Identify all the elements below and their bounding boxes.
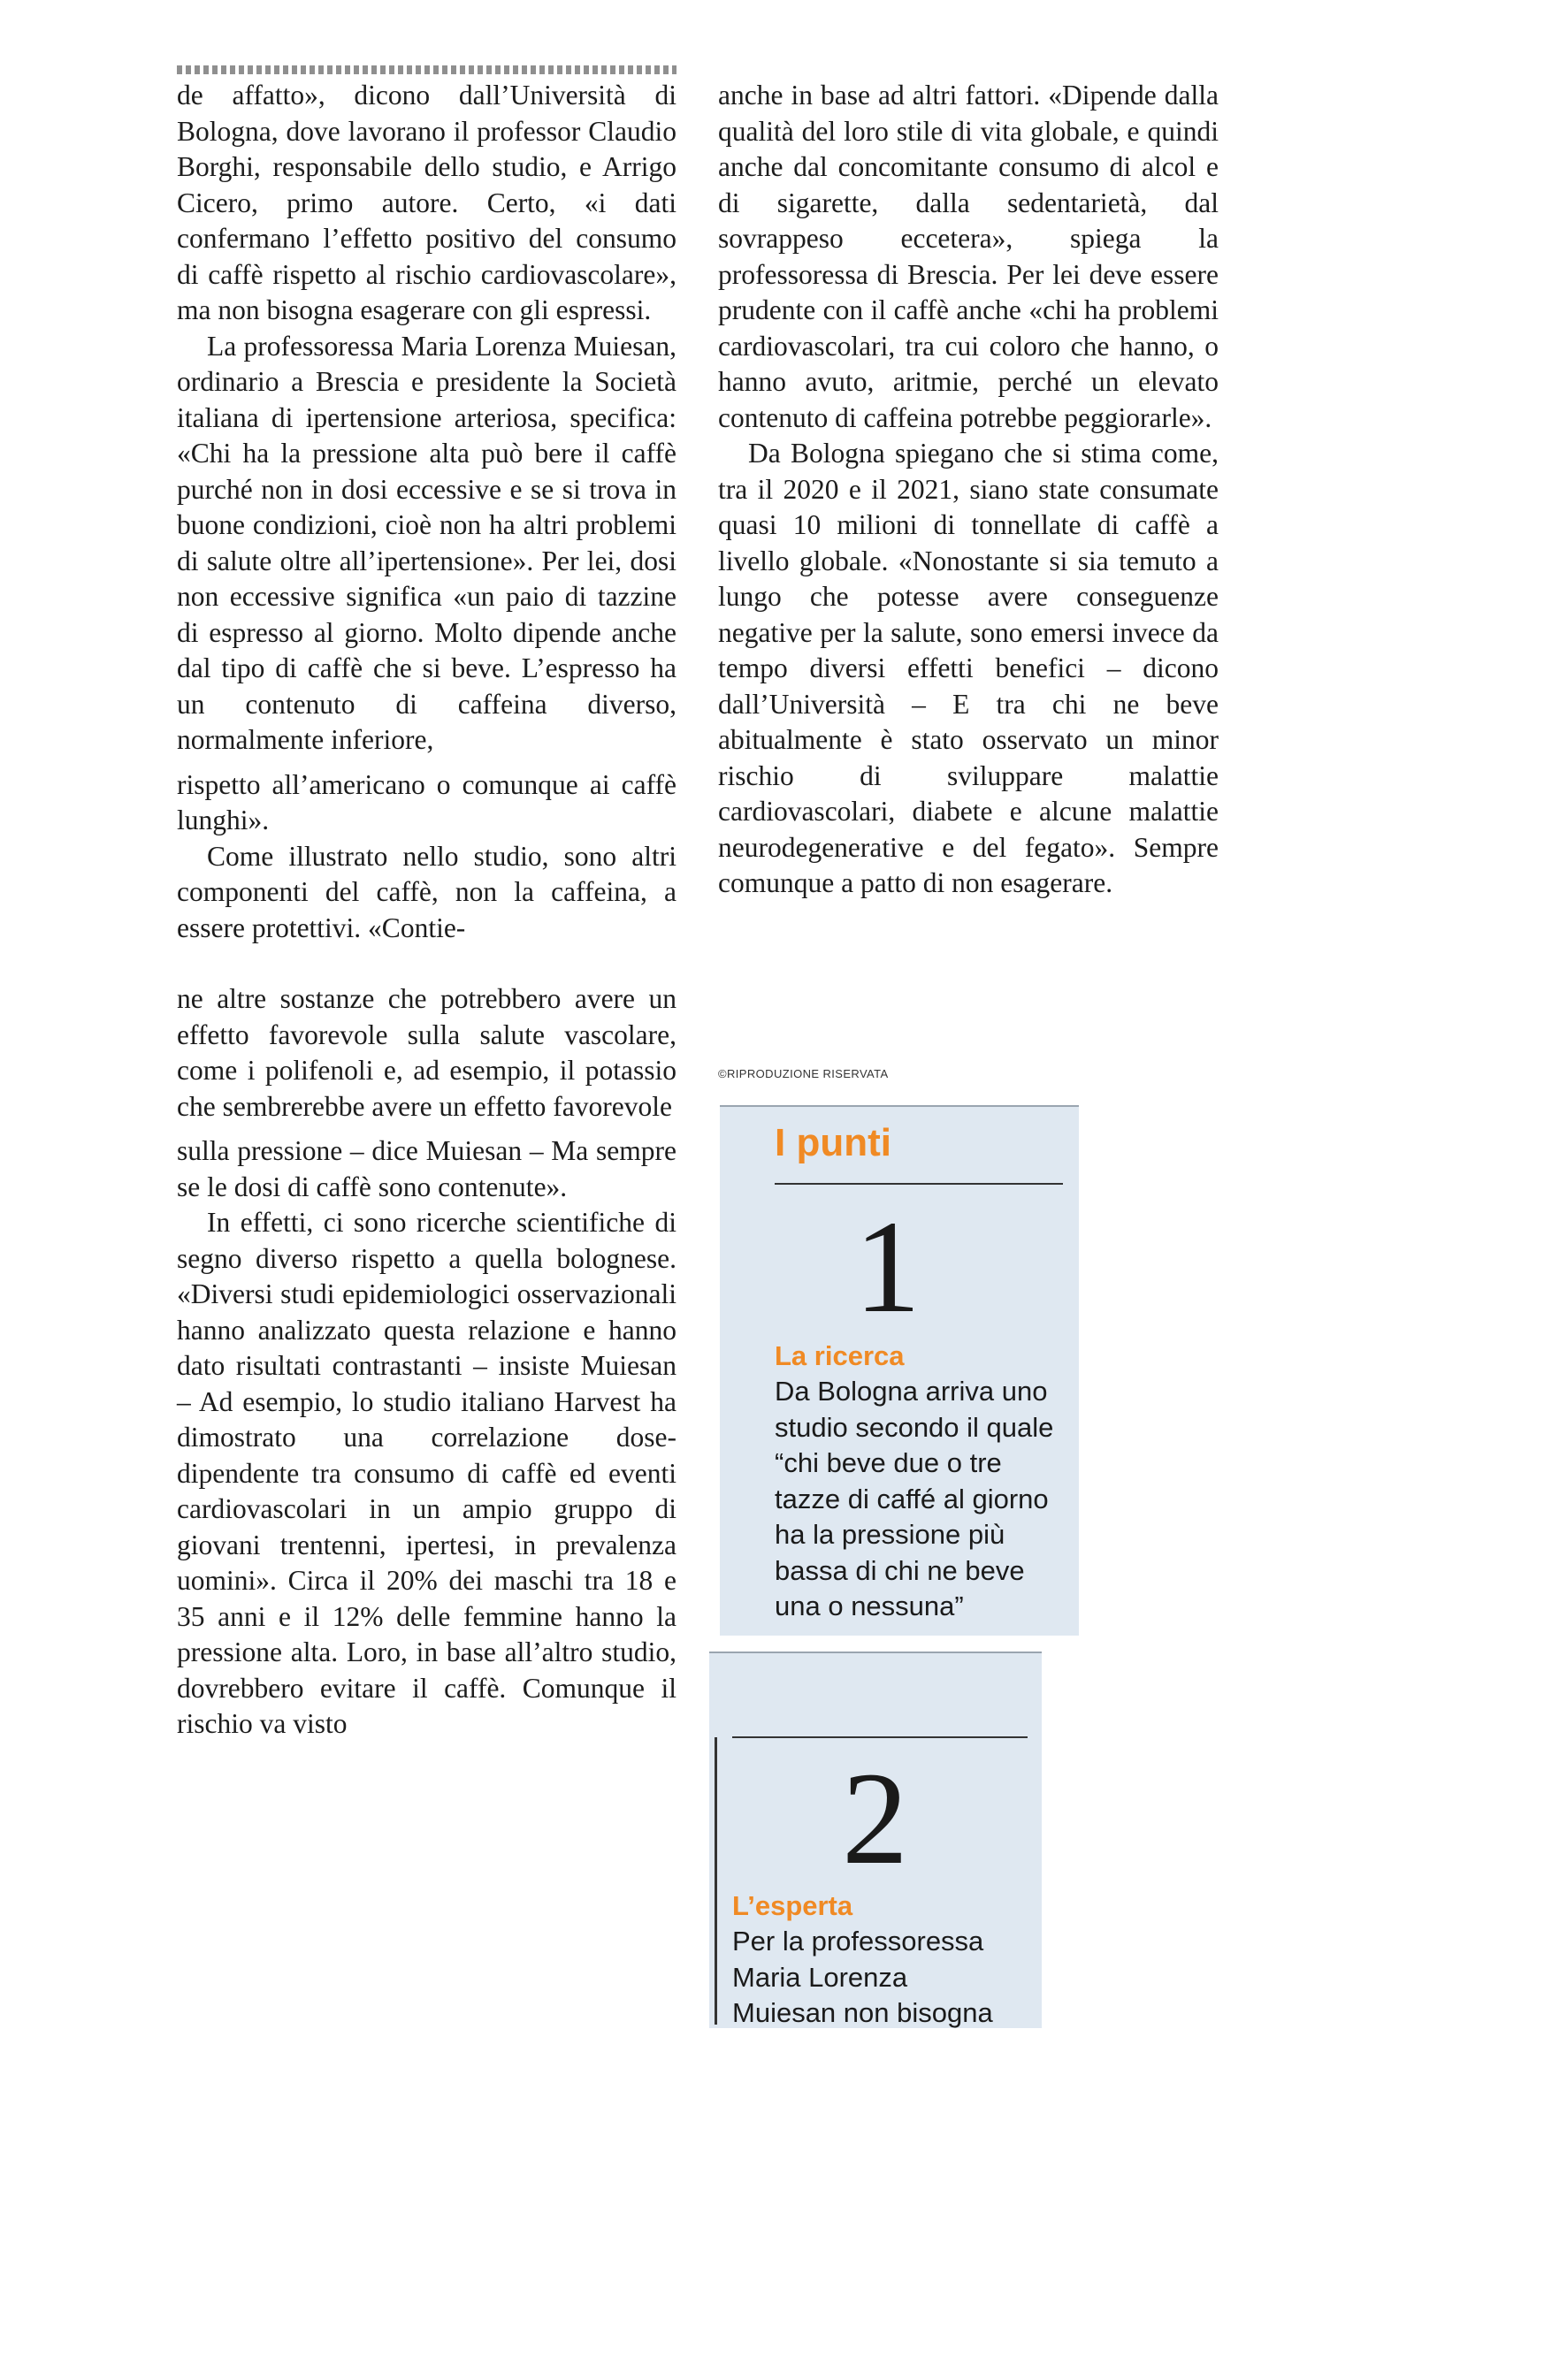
article-column-right (718, 78, 1219, 902)
paragraph: Da Bologna spiegano che si stima come, tra il 2020 e il 2021, siano state consumate quasi 10 milioni di tonnellate di caffè a livello globale. «Nonostante si sia temuto a lungo che potesse avere conseguenze negative per la salute, sono emersi invece da tempo diversi effetti benefici – dicono dall’Università – E tra chi ne beve abitualmente è stato osservato un minor rischio di sviluppare malattie cardiovascolari, diabete e alcune malattie neurodegenerative e del fegato». Sempre comunque a patto di non esagerare. (718, 438, 1219, 898)
paragraph: Come illustrato nello studio, sono altri componenti del caffè, non la caffeina, a essere protettivi. «Contie- (177, 840, 676, 943)
point-number: 1 (854, 1194, 921, 1340)
paragraph: anche in base ad altri fattori. «Dipende dalla qualità del loro stile di vita globale, e quindi anche dal concomitante consumo di alcol e di sigarette, dalla sedentarietà, dal sovrappeso eccetera», spiega la professoressa di Brescia. Per lei deve essere prudente con il caffè anche «chi ha problemi cardiovascolari, tra cui coloro che hanno, o hanno avuto, aritmie, perché un elevato contenuto di caffeina potrebbe peggiorarle». (718, 80, 1219, 433)
article-column-left (177, 78, 676, 1743)
key-points-title: I punti (775, 1121, 891, 1164)
divider (775, 1183, 1063, 1185)
point-number: 2 (842, 1745, 908, 1892)
divider (732, 1736, 1028, 1738)
point-label: L’esperta (732, 1890, 853, 1921)
box-left-rule (715, 1737, 717, 2025)
paragraph: ne altre sostanze che potrebbero avere un effetto favorevole sulla salute vascolare, come i polifenoli e, ad esempio, il potassio che sembrerebbe avere un effetto favorevole (177, 983, 676, 1122)
key-points-box-1 (720, 1105, 1079, 1636)
key-points-box-2 (709, 1652, 1042, 2028)
paragraph: rispetto all’americano o comunque ai caffè lunghi». (177, 768, 676, 835)
paragraph: In effetti, ci sono ricerche scientifiche di segno diverso rispetto a quella bolognese. «Diversi studi epidemiologici osservazionali hanno analizzato questa relazione e hanno dato risultati contrastanti – insiste Muiesan – Ad esempio, lo studio italiano Harvest ha dimostrato una correlazione dose-dipendente tra consumo di caffè ed eventi cardiovascolari in un ampio gruppo di giovani trentenni, ipertesi, in prevalenza uomini». Circa il 20% dei maschi tra 18 e 35 anni e il 12% delle femmine hanno la pressione alta. Loro, in base all’altro studio, dovrebbero evitare il caffè. Comunque il rischio va visto (177, 1207, 676, 1739)
cut-off-text-line (177, 65, 676, 74)
paragraph: sulla pressione – dice Muiesan – Ma sempre se le dosi di caffè sono contenute». (177, 1135, 676, 1202)
point-label: La ricerca (775, 1340, 905, 1371)
paragraph: de affatto», dicono dall’Università di Bologna, dove lavorano il professor Claudio Borghi, responsabile dello studio, e Arrigo Cicero, primo autore. Certo, «i dati confermano l’effetto positivo del consumo di caffè rispetto al rischio cardiovascolare», ma non bisogna esagerare con gli espressi. (177, 80, 676, 325)
copyright-notice: ©RIPRODUZIONE RISERVATA (718, 1067, 889, 1080)
point-text: Per la professoressa Maria Lorenza Muiesan non bisogna (732, 1926, 993, 2028)
point-text: Da Bologna arriva uno studio secondo il quale “chi beve due o tre tazze di caffé al giorno ha la pressione più bassa di chi ne beve una o nessuna” (775, 1376, 1054, 1621)
paragraph: La professoressa Maria Lorenza Muiesan, ordinario a Brescia e presidente la Società italiana di ipertensione arteriosa, specifica: «Chi ha la pressione alta può bere il caffè purché non in dosi eccessive e se si trova in buone condizioni, cioè non ha altri problemi di salute oltre all’ipertensione». Per lei, dosi non eccessive significa «un paio di tazzine di espresso al giorno. Molto dipende anche dal tipo di caffè che si beve. L’espresso ha un contenuto di caffeina diverso, normalmente inferiore, (177, 330, 676, 755)
